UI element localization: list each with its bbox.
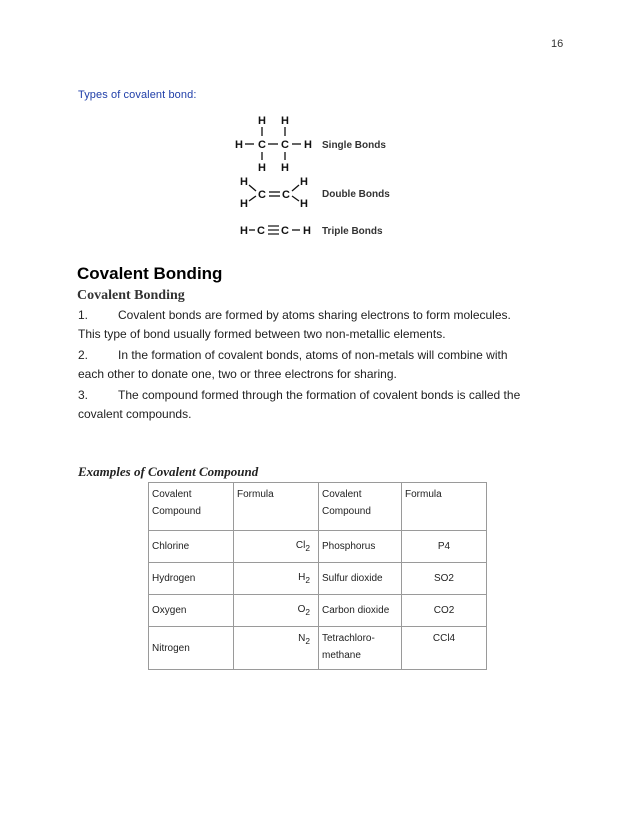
point-1 xyxy=(78,306,568,344)
atom-label: C xyxy=(281,139,289,151)
atom-label: C xyxy=(282,189,290,201)
atom-label: H xyxy=(300,198,308,210)
point-number: 2. xyxy=(78,348,89,362)
table-header-cell: Formula xyxy=(234,483,319,531)
atom-label: H xyxy=(240,176,248,188)
triple-bond-structure xyxy=(240,225,383,237)
compound-formula: CO2 xyxy=(402,595,487,627)
point-3 xyxy=(78,386,568,424)
atom-label: H xyxy=(281,115,289,127)
compound-name: Hydrogen xyxy=(149,563,234,595)
point-text: The compound formed through the formation of covalent bonds is called the xyxy=(118,388,521,402)
atom-label: H xyxy=(258,115,266,127)
atom-label: C xyxy=(258,139,266,151)
atom-label: C xyxy=(281,225,289,237)
compound-name: Tetrachloro-methane xyxy=(319,627,402,670)
double-bond-structure xyxy=(240,176,390,210)
atom-label: H xyxy=(303,225,311,237)
types-heading: Types of covalent bond: xyxy=(78,89,197,101)
table-row xyxy=(149,595,487,627)
compound-name: Nitrogen xyxy=(149,627,234,670)
single-bonds-label: Single Bonds xyxy=(322,140,386,151)
bond-diagram xyxy=(228,110,428,242)
atom-label: H xyxy=(304,139,312,151)
compound-formula: $Cl_2$ xyxy=(234,531,319,563)
compound-formula: $H_2$ xyxy=(234,563,319,595)
compound-name: Chlorine xyxy=(149,531,234,563)
table-row xyxy=(149,627,487,670)
compound-formula: P4 xyxy=(402,531,487,563)
point-number: 3. xyxy=(78,388,89,402)
point-continuation: covalent compounds. xyxy=(78,407,192,421)
section-subtitle: Covalent Bonding xyxy=(77,288,185,303)
point-text: In the formation of covalent bonds, atoms of non-metals will combine with xyxy=(118,348,508,362)
point-2 xyxy=(78,346,568,384)
compound-formula: $N_2$ xyxy=(234,627,319,670)
triple-bonds-label: Triple Bonds xyxy=(322,226,383,237)
point-text: Covalent bonds are formed by atoms sharing electrons to form molecules. xyxy=(118,308,511,322)
table-header-cell: Covalent Compound xyxy=(149,483,234,531)
page-number: 16 xyxy=(551,38,564,50)
atom-label: H xyxy=(240,198,248,210)
table-header-cell: Formula xyxy=(402,483,487,531)
atom-label: H xyxy=(258,162,266,174)
section-title: Covalent Bonding xyxy=(77,264,223,283)
point-number: 1. xyxy=(78,308,89,322)
atom-label: C xyxy=(258,189,266,201)
atom-label: H xyxy=(281,162,289,174)
atom-label: H xyxy=(235,139,243,151)
atom-label: H xyxy=(300,176,308,188)
point-continuation: This type of bond usually formed between two non-metallic elements. xyxy=(78,327,446,341)
table-row xyxy=(149,531,487,563)
table-row xyxy=(149,563,487,595)
compound-table xyxy=(148,482,487,670)
compound-formula: $O_2$ xyxy=(234,595,319,627)
compound-name: Oxygen xyxy=(149,595,234,627)
atom-label: C xyxy=(257,225,265,237)
point-continuation: each other to donate one, two or three electrons for sharing. xyxy=(78,367,397,381)
atom-label: H xyxy=(240,225,248,237)
double-bonds-label: Double Bonds xyxy=(322,189,390,200)
compound-name: Phosphorus xyxy=(319,531,402,563)
examples-heading: Examples of Covalent Compound xyxy=(78,464,259,479)
compound-formula: SO2 xyxy=(402,563,487,595)
compound-name: Carbon dioxide xyxy=(319,595,402,627)
table-header-row xyxy=(149,483,487,531)
compound-formula: CCl4 xyxy=(402,627,487,670)
single-bond-structure xyxy=(235,115,386,174)
compound-name: Sulfur dioxide xyxy=(319,563,402,595)
table-header-cell: Covalent Compound xyxy=(319,483,402,531)
